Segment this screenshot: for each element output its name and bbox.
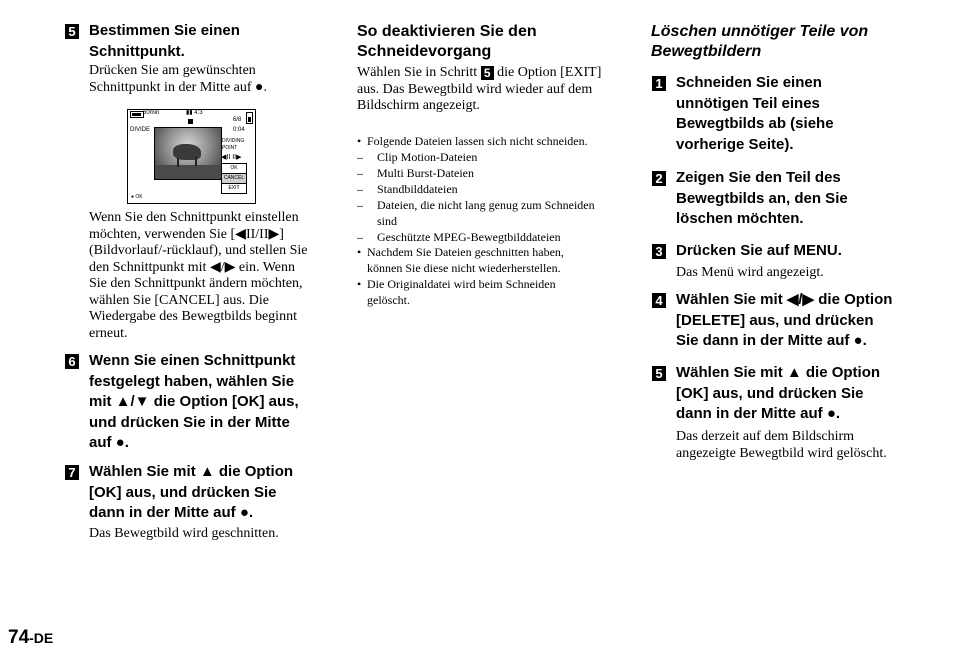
step-4-title	[676, 290, 892, 352]
step-5b-line: Wählen Sie mit ▲ die Option	[676, 364, 881, 381]
step-5b-body	[676, 429, 887, 462]
page-suffix: -DE	[29, 630, 54, 646]
grass	[155, 165, 221, 179]
frame-step-icons: ◀II II▶	[221, 154, 242, 161]
dividing-line: POINT	[222, 145, 238, 151]
deactivate-body	[357, 65, 601, 115]
step-3-body: Das Menü wird angezeigt.	[676, 265, 824, 280]
body-line: (Bildvorlauf/-rücklauf), und stellen Sie	[89, 243, 308, 258]
divide-label: DIVIDE	[130, 127, 151, 133]
note-text: Standbilddateien	[377, 182, 458, 196]
step-number-1: 1	[652, 76, 666, 91]
dash: –	[357, 166, 363, 180]
body-line: Schnittpunkt in der Mitte auf ●.	[89, 79, 267, 95]
lcd-screen-illustration	[127, 109, 256, 204]
step-1-line: Bewegtbilds ab (siehe	[676, 115, 834, 132]
step-5-title-line: Schnittpunkt.	[89, 42, 185, 60]
cutting-point-paragraph	[89, 210, 308, 342]
step-6-line: und drücken Sie in der Mitte	[89, 413, 290, 431]
note-item	[357, 214, 397, 230]
step-5b-line: [OK] aus, und drücken Sie	[676, 384, 864, 402]
step-1-title	[676, 73, 834, 155]
dividing-line: DIVIDING	[222, 138, 245, 144]
deactivate-section-title	[357, 22, 537, 62]
section-title-line: Bewegtbildern	[651, 43, 762, 60]
step-7-body: Das Bewegtbild wird geschnitten.	[89, 526, 279, 541]
step-1-line: vorherige Seite).	[676, 135, 794, 153]
dash: –	[357, 198, 363, 212]
dividing-point-label	[222, 138, 244, 152]
body-line: erneut.	[89, 325, 128, 341]
menu-option-cancel[interactable]: CANCEL	[221, 173, 247, 184]
battery-remaining: 60min	[143, 110, 160, 116]
note-item	[357, 261, 561, 277]
step-7-line: [OK] aus, und drücken Sie	[89, 483, 277, 501]
body-line: Sie den Schnittpunkt ändern möchten,	[89, 276, 303, 291]
step-4-line: Wählen Sie mit ◀/▶ die Option	[676, 291, 893, 308]
section-title-line: Löschen unnötiger Teile von	[651, 23, 869, 40]
step-2-line: Zeigen Sie den Teil des	[676, 169, 841, 186]
body-line: Das derzeit auf dem Bildschirm	[676, 429, 855, 444]
bullet: •	[357, 134, 362, 148]
time-label: 0:04	[233, 127, 245, 133]
step-number-2: 2	[652, 171, 666, 186]
delete-section-title	[651, 22, 868, 62]
frame-counter: 6/8	[233, 117, 242, 123]
body-line: Drücken Sie am gewünschten	[89, 63, 256, 78]
step-4-line: Sie dann in der Mitte auf ●.	[676, 332, 867, 349]
dash: –	[357, 150, 363, 164]
step-4-line: [DELETE] aus, und drücken	[676, 311, 874, 329]
dog-leg	[195, 157, 197, 166]
step-2-line: löschen möchten.	[676, 210, 804, 227]
movie-frame-photo	[154, 127, 222, 180]
step-number-3: 3	[652, 244, 666, 259]
menu-option-ok[interactable]: OK	[221, 163, 247, 174]
bullet: •	[357, 245, 362, 259]
step-5-title	[89, 21, 240, 62]
note-item	[357, 198, 595, 214]
step-6-line: auf ●.	[89, 434, 129, 451]
step-7-title	[89, 462, 293, 524]
note-text: Nachdem Sie Dateien geschnitten haben,	[367, 245, 564, 259]
body-line: aus. Das Bewegtbild wird wieder auf dem	[357, 81, 593, 97]
step-2-line: Bewegtbilds an, den Sie	[676, 189, 848, 207]
memory-card-icon	[246, 112, 253, 124]
note-item	[357, 150, 477, 166]
step-number-4: 4	[652, 293, 666, 308]
step-1-line: unnötigen Teil eines	[676, 94, 820, 112]
body-line: möchten, verwenden Sie [◀II/II▶]	[89, 226, 284, 242]
step-number-7: 7	[65, 465, 79, 480]
note-text: sind	[377, 214, 398, 228]
step-3-line: Drücken Sie auf MENU.	[676, 242, 842, 259]
battery-icon	[130, 111, 144, 118]
bullet: •	[357, 277, 362, 291]
step-5-body	[89, 63, 267, 96]
dash: –	[357, 230, 363, 244]
step-6-line: mit ▲/▼ die Option [OK] aus,	[89, 393, 299, 410]
body-line: Bildschirm angezeigt.	[357, 98, 480, 113]
note-item	[357, 277, 556, 293]
record-indicator-icon	[188, 119, 193, 124]
step-number-6: 6	[65, 354, 79, 369]
note-item	[357, 134, 588, 150]
note-item	[357, 230, 561, 246]
step-6-line: Wenn Sie einen Schnittpunkt	[89, 352, 296, 369]
note-text: Geschützte MPEG-Bewegtbilddateien	[377, 230, 561, 244]
page-number-value: 74	[8, 627, 30, 648]
step-6-title	[89, 351, 299, 454]
body-text-part: die Option [EXIT]	[497, 65, 602, 80]
body-line	[357, 65, 601, 82]
step-2-title	[676, 168, 848, 230]
step-7-line: Wählen Sie mit ▲ die Option	[89, 463, 294, 480]
dog-leg	[177, 158, 179, 167]
body-text-part: Wählen Sie in Schritt	[357, 65, 478, 80]
movie-mode-icon: ▮▮ 4:3	[186, 110, 203, 116]
step-3-title	[676, 241, 842, 262]
note-text: Multi Burst-Dateien	[377, 166, 474, 180]
note-item	[357, 293, 410, 309]
step-5b-line: dann in der Mitte auf ●.	[676, 405, 841, 422]
note-text: können Sie diese nicht wiederherstellen.	[367, 261, 561, 275]
note-text: Die Originaldatei wird beim Schneiden	[367, 277, 556, 291]
step-5-title-line: Bestimmen Sie einen	[89, 22, 240, 39]
ok-hint: ● OK	[131, 194, 143, 200]
section-title-line: Schneidevorgang	[357, 43, 492, 60]
page-number	[8, 627, 53, 649]
step-6-line: festgelegt haben, wählen Sie	[89, 372, 295, 390]
body-line: den Schnittpunkt mit ◀/▶ ein. Wenn	[89, 259, 296, 275]
dash: –	[357, 182, 363, 196]
body-line: wählen Sie [CANCEL] aus. Die	[89, 292, 270, 308]
step-1-line: Schneiden Sie einen	[676, 74, 822, 91]
step-7-line: dann in der Mitte auf ●.	[89, 504, 254, 521]
note-text: Clip Motion-Dateien	[377, 150, 478, 164]
body-line: angezeigte Bewegtbild wird gelöscht.	[676, 445, 887, 461]
note-item	[357, 182, 458, 198]
body-line: Wiedergabe des Bewegtbilds beginnt	[89, 309, 297, 324]
section-title-line: So deaktivieren Sie den	[357, 23, 537, 40]
step-number-5: 5	[65, 24, 79, 39]
menu-option-exit[interactable]: EXIT	[221, 183, 247, 194]
body-line: Wenn Sie den Schnittpunkt einstellen	[89, 210, 299, 225]
step-ref-number: 5	[481, 66, 494, 80]
step-5b-title	[676, 363, 880, 425]
step-number-5b: 5	[652, 366, 666, 381]
note-item	[357, 166, 474, 182]
note-text: Folgende Dateien lassen sich nicht schneiden.	[367, 134, 588, 148]
note-text: Dateien, die nicht lang genug zum Schneiden	[377, 198, 595, 212]
note-text: gelöscht.	[367, 293, 410, 307]
note-item	[357, 245, 564, 261]
